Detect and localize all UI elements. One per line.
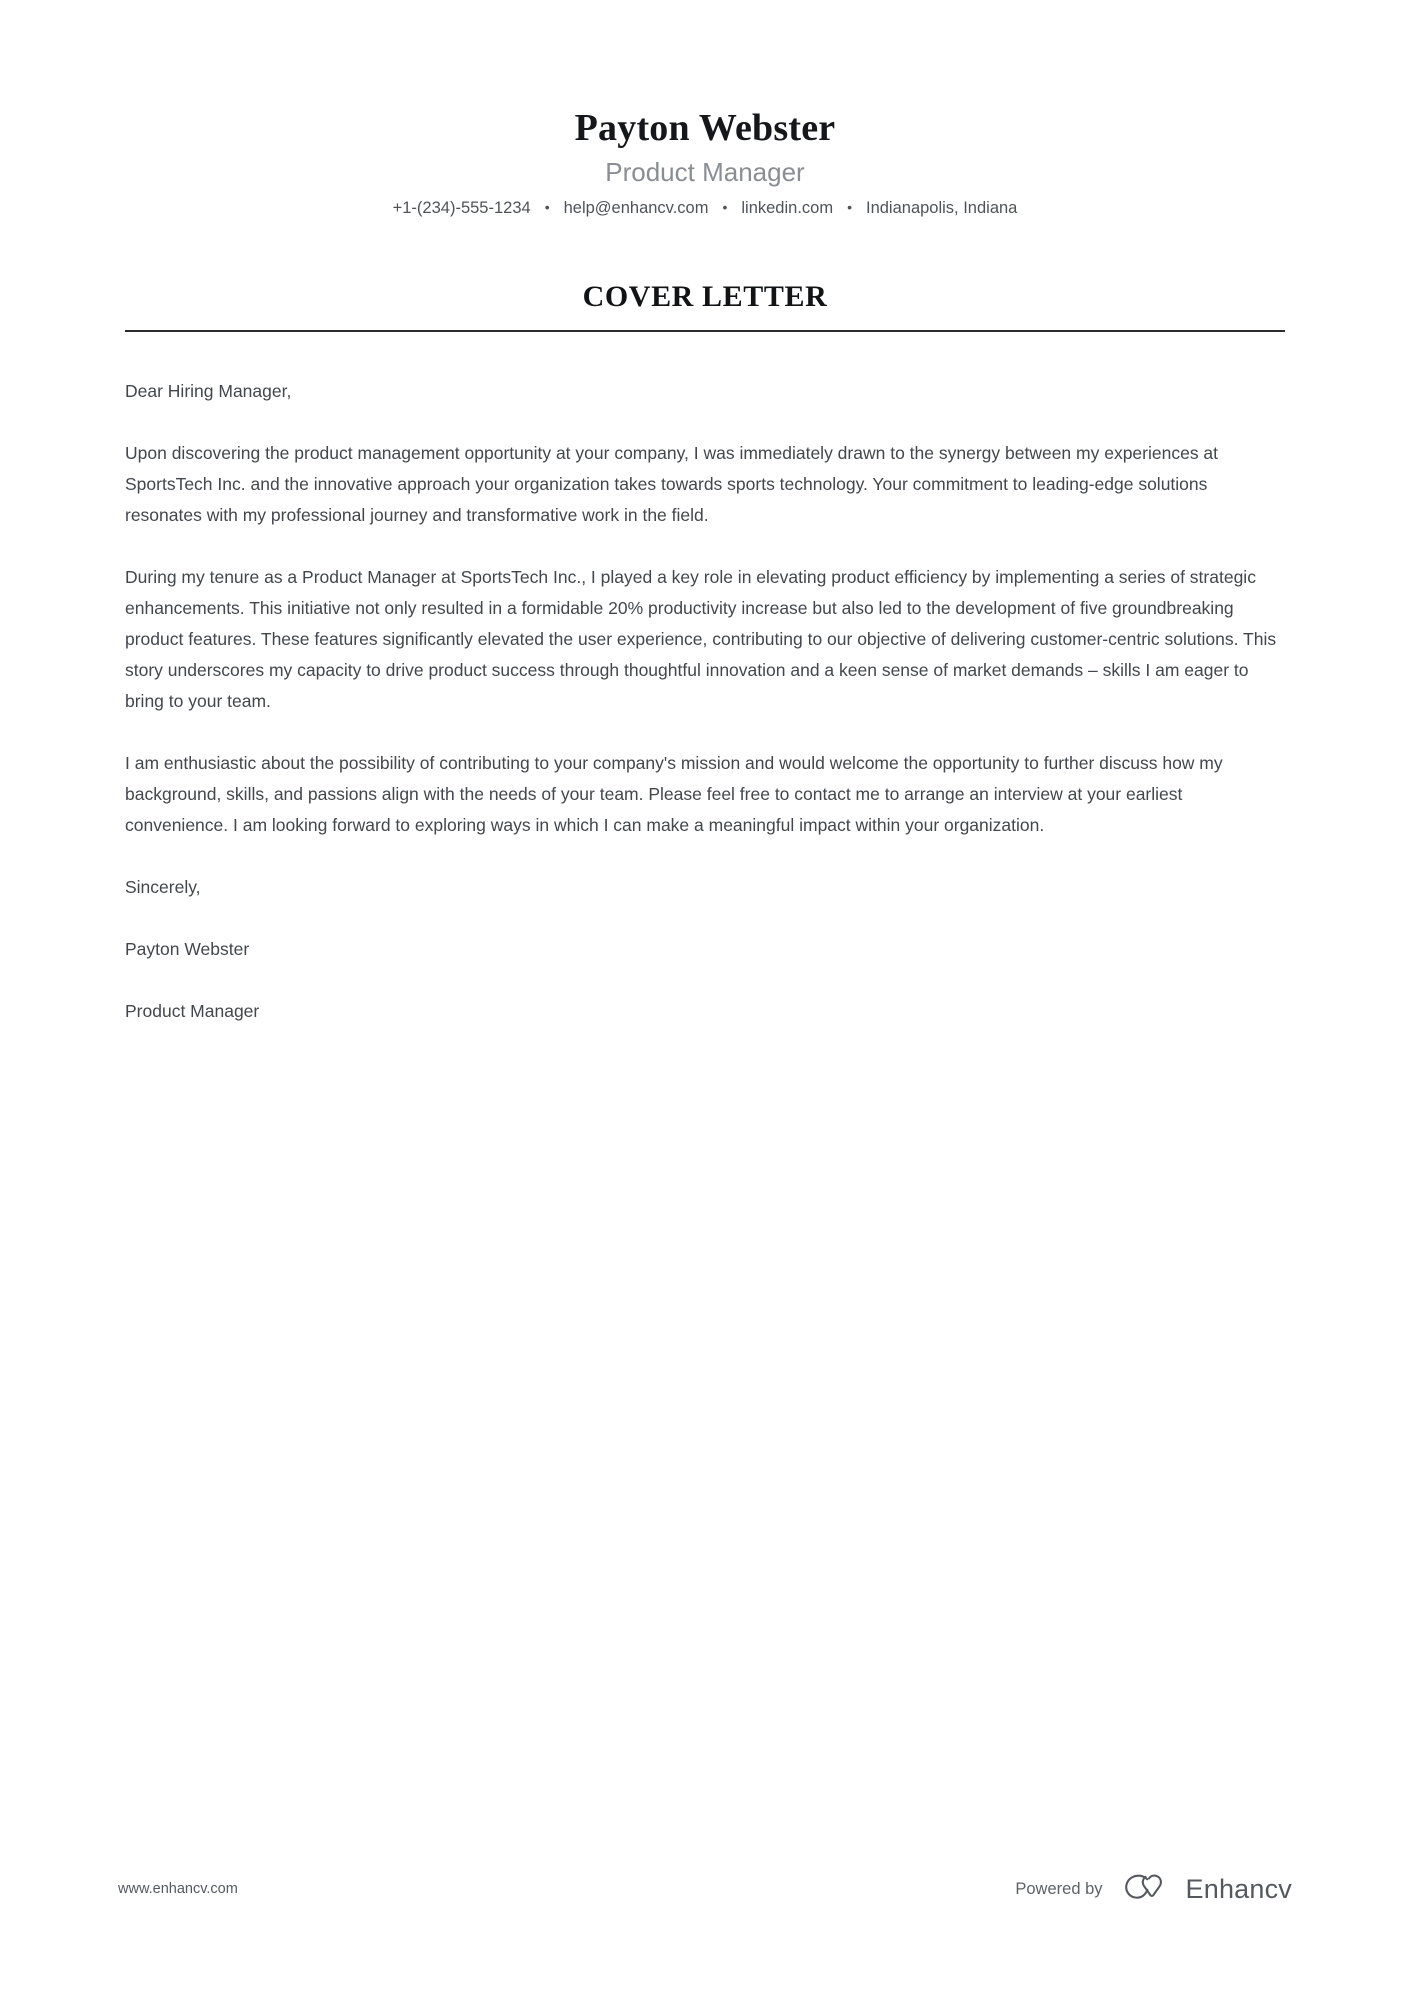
enhancv-logo-icon (1121, 1872, 1175, 1907)
contact-location: Indianapolis, Indiana (865, 198, 1018, 217)
document-footer (0, 1869, 1410, 1909)
signature-name: Payton Webster (125, 939, 250, 960)
contact-phone: +1-(234)-555-1234 (392, 198, 531, 217)
contact-email[interactable]: help@enhancv.com (563, 198, 709, 217)
letter-paragraph-2: During my tenure as a Product Manager at SportsTech Inc., I played a key role in elevating product efficiency by implementing a series of strategic enhancements. This initiative not only resulted in a formidable 20% productivity increase but also led to the development of five groundbreaking product features. These features significantly elevated the user experience, contributing to our objective of delivering customer-centric solutions. This story underscores my capacity to drive product success through thoughtful innovation and a keen sense of market demands – skills I am eager to bring to your team. (125, 567, 1277, 712)
signature-job-title: Product Manager (125, 1001, 260, 1022)
letter-closing: Sincerely, (125, 877, 201, 898)
enhancv-brand-name: Enhancv (1185, 1873, 1292, 1904)
candidate-name: Payton Webster (574, 107, 836, 149)
cover-letter-section-header (125, 218, 1285, 332)
contact-info-row (0, 199, 1410, 219)
document-header (0, 0, 1410, 218)
section-divider (125, 330, 1285, 332)
letter-paragraph-3: I am enthusiastic about the possibility of contributing to your company's mission and would welcome the opportunity to further discuss how my background, skills, and passions align with the needs of your team. Please feel free to contact me to arrange an interview at your earliest convenience. I am looking forward to exploring ways in which I can make a meaningful impact within your organization. (125, 753, 1223, 836)
footer-branding (1015, 1872, 1292, 1907)
candidate-job-title: Product Manager (605, 156, 805, 187)
contact-separator-dot-icon: • (544, 199, 550, 216)
contact-separator-dot-icon: • (847, 199, 852, 216)
contact-linkedin[interactable]: linkedin.com (741, 198, 834, 217)
footer-website-link[interactable]: www.enhancv.com (118, 1880, 238, 1897)
letter-body (125, 340, 1285, 1027)
enhancv-logo-lockup[interactable] (1121, 1872, 1292, 1907)
section-title: COVER LETTER (582, 280, 828, 314)
powered-by-label: Powered by (1015, 1879, 1103, 1898)
contact-separator-dot-icon: • (722, 199, 728, 216)
letter-paragraph-1: Upon discovering the product management opportunity at your company, I was immediately drawn to the synergy between my experiences at SportsTech Inc. and the innovative approach your organization takes towards sports technology. Your commitment to leading-edge solutions resonates with my professional journey and transformative work in the field. (125, 443, 1219, 526)
letter-salutation: Dear Hiring Manager, (125, 381, 292, 402)
